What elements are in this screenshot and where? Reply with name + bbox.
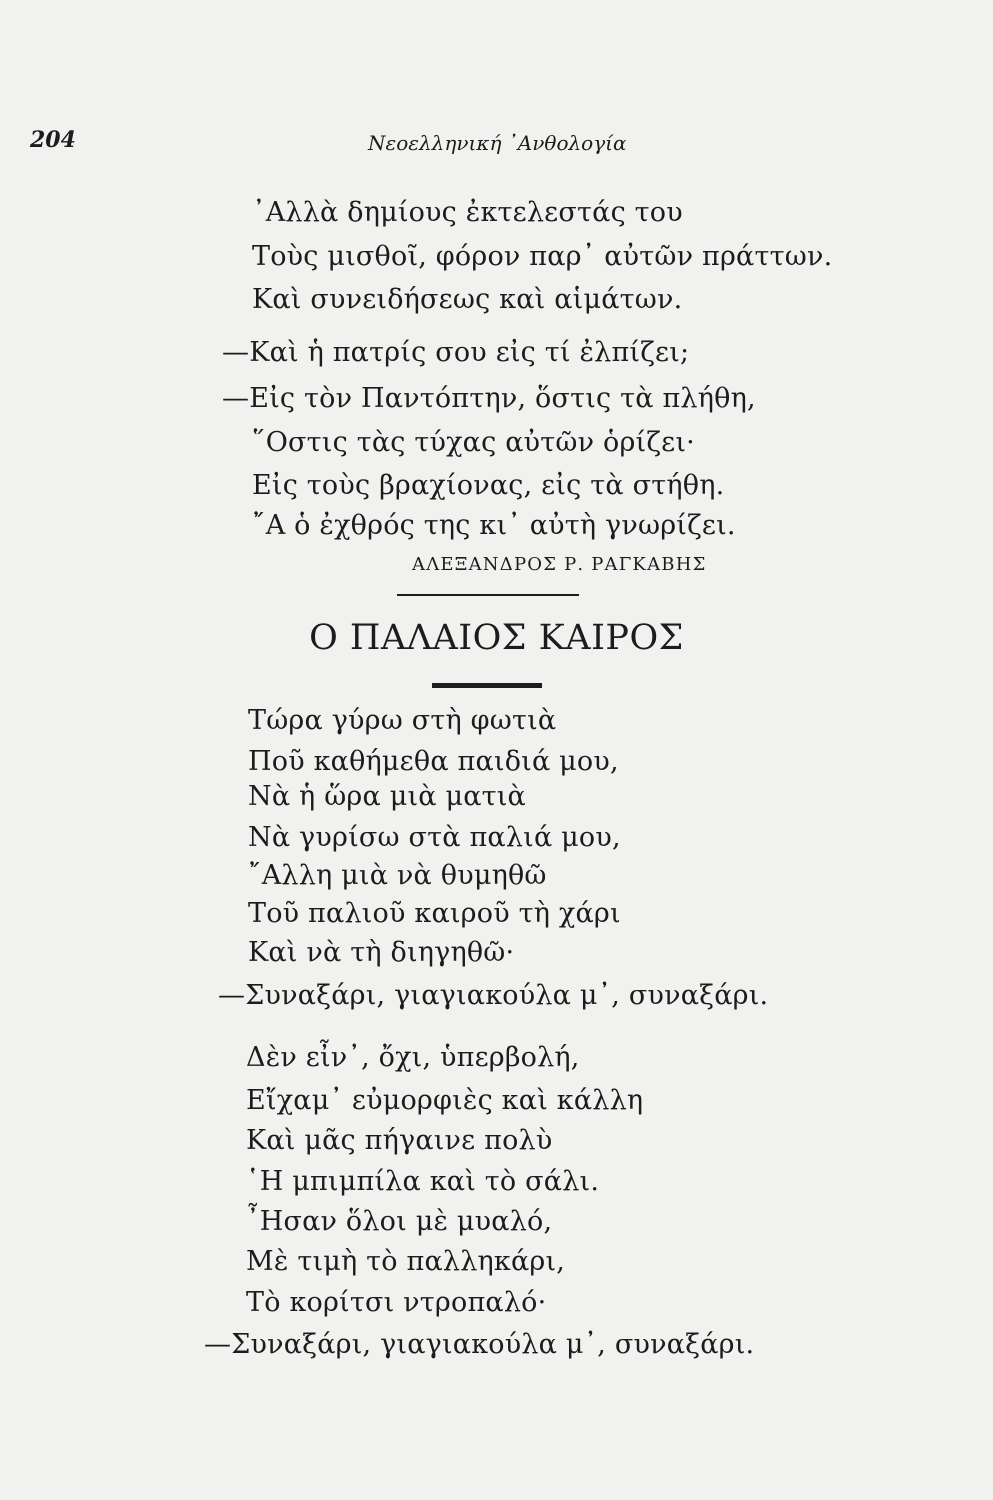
section-divider [397,594,579,596]
poem-line: ᾿Αλλὰ δημίους ἐκτελεστάς του [252,197,683,228]
poem-line: Τὸ κορίτσι ντροπαλό· [246,1287,547,1318]
title-underline [432,683,542,688]
poem-line: Τοῦ παλιοῦ καιροῦ τὴ χάρι [248,898,621,929]
poem-line: Τοὺς μισθοῖ, φόρον παρ᾿ αὐτῶν πράττων. [252,241,833,272]
poem-line: —Καὶ ἡ πατρίς σου εἰς τί ἐλπίζει; [222,337,690,368]
page-header [0,127,993,163]
poem-line: ῎Α ὁ ἐχθρός της κι᾿ αὐτὴ γνωρίζει. [252,510,736,541]
poem-line: Τώρα γύρω στὴ φωτιὰ [248,705,557,736]
poem-title: Ο ΠΑΛΑΙΟΣ ΚΑΙΡΟΣ [309,618,684,658]
poem-line: ῏Ησαν ὅλοι μὲ μυαλό, [246,1206,553,1237]
running-title: Νεοελληνική ᾿Ανθολογία [368,131,627,155]
poem-line: ῎Αλλη μιὰ νὰ θυμηθῶ [248,860,547,891]
poem-line: Νὰ γυρίσω στὰ παλιά μου, [248,822,621,853]
poem-line: Καὶ συνειδήσεως καὶ αἱμάτων. [252,284,683,315]
poem-line: Ποῦ καθήμεθα παιδιά μου, [248,746,619,777]
poem-line: —Συναξάρι, γιαγιακούλα μ᾿, συναξάρι. [204,1329,755,1360]
poem-line: Καὶ νὰ τὴ διηγηθῶ· [248,937,515,968]
poem-line: Μὲ τιμὴ τὸ παλληκάρι, [246,1246,566,1277]
poem-line: Εἰς τοὺς βραχίονας, εἰς τὰ στήθη. [252,470,725,501]
poem-line: —Συναξάρι, γιαγιακούλα μ᾿, συναξάρι. [218,980,769,1011]
poem-line: —Εἰς τὸν Παντόπτην, ὅστις τὰ πλήθη, [222,383,756,414]
poem-line: Νὰ ἡ ὥρα μιὰ ματιὰ [248,781,526,812]
page-number: 204 [30,127,76,153]
author-signature: ΑΛΕΞΑΝΔΡΟΣ Ρ. ΡΑΓΚΑΒΗΣ [412,554,707,575]
poem-line: Καὶ μᾶς πήγαινε πολὺ [246,1125,553,1156]
poem-line: ῞Οστις τὰς τύχας αὐτῶν ὁρίζει· [252,427,695,458]
poem-line: ῾Η μπιμπίλα καὶ τὸ σάλι. [246,1166,600,1197]
poem-line: Εἴχαμ᾿ εὐμορφιὲς καὶ κάλλη [246,1085,644,1116]
poem-line: Δὲν εἶν᾿, ὄχι, ὑπερβολή, [246,1042,580,1073]
